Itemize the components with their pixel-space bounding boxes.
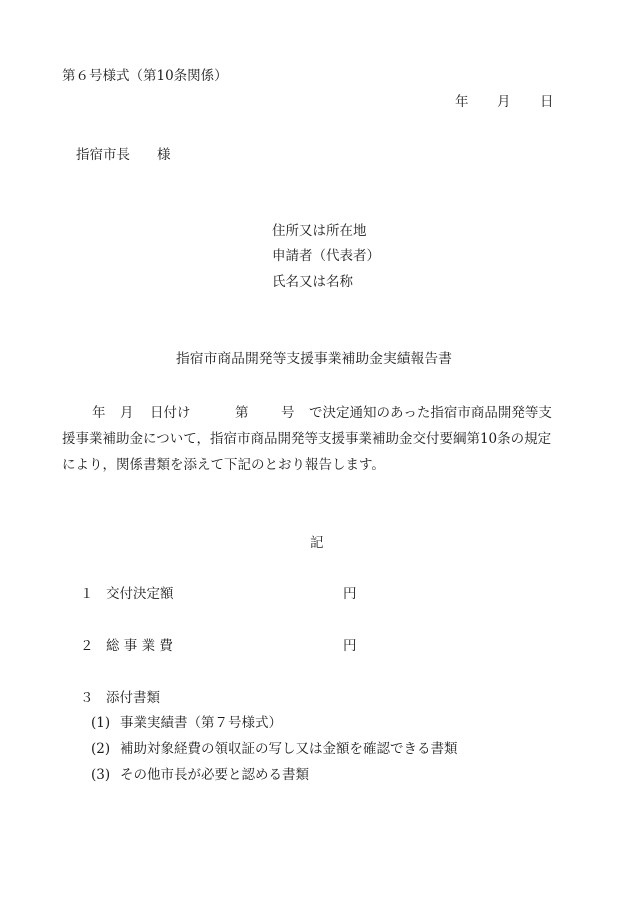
attachment-text: 事業実績書（第７号様式） <box>120 715 282 731</box>
document-title: 指宿市商品開発等支援事業補助金実績報告書 <box>176 351 452 367</box>
item-number: １ <box>80 586 94 602</box>
attachment-number: (2) <box>91 741 111 757</box>
item-number: ３ <box>80 690 94 706</box>
date-day: 日 <box>540 94 554 110</box>
body-line-3: により，関係書類を添えて下記のとおり報告します。 <box>62 457 385 473</box>
body-day: 日付け <box>150 405 191 421</box>
body-month: 月 <box>120 405 134 421</box>
body-dai: 第 <box>235 405 249 421</box>
attachment-number: (1) <box>91 715 111 731</box>
address-label: 住所又は所在地 <box>272 223 367 239</box>
attachment-text: 補助対象経費の領収証の写し又は金額を確認できる書類 <box>120 741 458 757</box>
body-year: 年 <box>92 405 106 421</box>
body-line-2: 援事業補助金について，指宿市商品開発等支援事業補助金交付要綱第10条の規定 <box>62 431 552 447</box>
item-number: ２ <box>80 638 94 654</box>
name-label: 氏名又は名称 <box>272 274 353 290</box>
date-year: 年 <box>455 94 469 110</box>
form-number: 第６号様式（第10条関係） <box>62 68 228 84</box>
addressee: 指宿市長 様 <box>76 147 171 163</box>
item-unit: 円 <box>343 638 357 654</box>
body-go: 号 <box>281 405 295 421</box>
attachment-text: その他市長が必要と認める書類 <box>120 767 309 783</box>
item-label: 交付決定額 <box>106 586 174 602</box>
item-label: 総 事 業 費 <box>106 638 173 654</box>
attachment-number: (3) <box>91 767 111 783</box>
ki-heading: 記 <box>310 535 324 551</box>
applicant-label: 申請者（代表者） <box>272 248 380 264</box>
item-unit: 円 <box>343 586 357 602</box>
date-month: 月 <box>497 94 511 110</box>
item-label: 添付書類 <box>106 690 160 706</box>
body-line1-rest: で決定通知のあった指宿市商品開発等支 <box>309 405 552 421</box>
